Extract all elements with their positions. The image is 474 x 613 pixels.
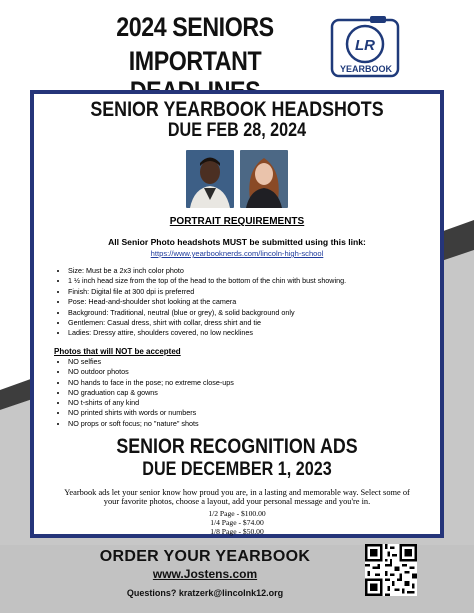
list-item: • Pose: Head-and-shoulder shot looking at the camera	[68, 297, 438, 307]
sample-photo-male	[186, 150, 234, 208]
logo-label: YEARBOOK	[339, 64, 392, 74]
portrait-requirements-title: PORTRAIT REQUIREMENTS	[169, 216, 305, 227]
ads-due-date: DUE DECEMBER 1, 2023	[142, 459, 332, 480]
list-item: • Gentlemen: Casual dress, shirt with collar, dress shirt and tie	[68, 318, 438, 328]
headshots-due-date: DUE FEB 28, 2024	[167, 120, 307, 141]
list-item: • NO props or soft focus; no "nature" shots	[68, 419, 418, 429]
page-title-line2: IMPORTANT	[128, 46, 262, 76]
list-item: • NO outdoor photos	[68, 367, 418, 377]
requirements-list	[54, 266, 438, 339]
list-item: • NO hands to face in the pose; no extreme close-ups	[68, 378, 418, 388]
list-item: • NO selfies	[68, 357, 418, 367]
page-title-line1: 2024 SENIORS	[116, 12, 274, 42]
list-item: • NO printed shirts with words or numbers	[68, 408, 418, 418]
ads-description: Yearbook ads let your senior know how proud you are, in a lasting and memorable way. Select some of your favorite photos, choose a layout, add your personal message and you're in.	[64, 488, 410, 507]
jostens-link[interactable]: www.Jostens.com	[152, 567, 258, 581]
headshots-title: SENIOR YEARBOOK HEADSHOTS	[90, 98, 384, 121]
svg-text:LR: LR	[355, 37, 375, 54]
questions-contact: Questions? kratzerk@lincolnk12.org	[126, 588, 284, 598]
list-item: • NO t-shirts of any kind	[68, 398, 418, 408]
list-item: • Size: Must be a 2x3 inch color photo	[68, 266, 438, 276]
qr-code[interactable]	[365, 544, 417, 596]
submit-note: All Senior Photo headshots MUST be submitted using this link:	[108, 237, 366, 247]
list-item: • Background: Traditional, neutral (blue or grey), & solid background only	[68, 308, 438, 318]
list-item: • Ladies: Dressy attire, shoulders covered, no low necklines	[68, 328, 438, 338]
list-item: • NO graduation cap & gowns	[68, 388, 418, 398]
headshot-submission-link[interactable]: https://www.yearbooknerds.com/lincoln-high-school	[150, 249, 324, 258]
list-item: • 1 ½ inch head size from the top of the head to the bottom of the chin with bust showing.	[68, 276, 438, 286]
list-item: • Finish: Digital file at 300 dpi is preferred	[68, 287, 438, 297]
ads-title: SENIOR RECOGNITION ADS	[116, 435, 358, 458]
not-accepted-title: Photos that will NOT be accepted	[54, 347, 181, 356]
price-quarter-page: 1/4 Page - $74.00	[210, 518, 264, 527]
order-yearbook-title: ORDER YOUR YEARBOOK	[99, 548, 311, 565]
price-half-page: 1/2 Page - $100.00	[208, 509, 266, 518]
sample-photo-female	[240, 150, 288, 208]
not-accepted-list	[54, 357, 418, 429]
price-eighth-page: 1/8 Page - $50.00	[210, 527, 264, 536]
